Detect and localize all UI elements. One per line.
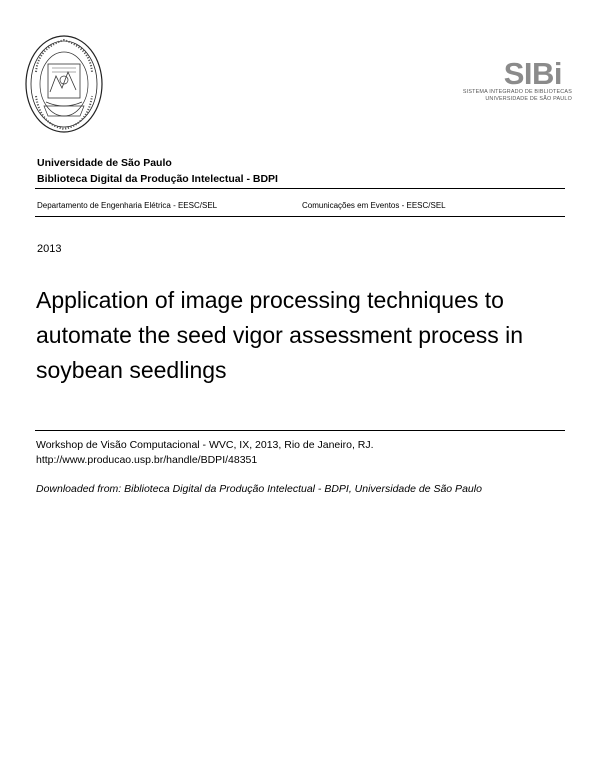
divider bbox=[35, 430, 565, 431]
sibi-caption-line2: UNIVERSIDADE DE SÃO PAULO bbox=[485, 96, 572, 102]
sibi-logo-mark: SIBi bbox=[503, 56, 562, 91]
collection-label: Comunicações em Eventos - EESC/SEL bbox=[302, 201, 446, 210]
publication-year: 2013 bbox=[37, 243, 62, 255]
divider bbox=[35, 216, 565, 217]
university-name: Universidade de São Paulo bbox=[37, 157, 172, 169]
usp-seal-logo bbox=[22, 32, 106, 136]
department-label: Departamento de Engenharia Elétrica - EESC/SEL bbox=[37, 201, 218, 210]
handle-link[interactable]: http://www.producao.usp.br/handle/BDPI/48351 bbox=[36, 454, 258, 466]
sibi-logo bbox=[462, 58, 572, 112]
citation-text: Workshop de Visão Computacional - WVC, IX, 2013, Rio de Janeiro, RJ. bbox=[36, 439, 374, 451]
institution-block bbox=[37, 155, 278, 187]
sibi-logo-caption bbox=[462, 89, 572, 103]
document-title: Application of image processing techniques to automate the seed vigor assessment process in soybean seedlings bbox=[36, 287, 524, 383]
library-name: Biblioteca Digital da Produção Intelectual - BDPI bbox=[37, 173, 278, 185]
downloaded-from-note: Downloaded from: Biblioteca Digital da Produção Intelectual - BDPI, Universidade de São Paulo bbox=[36, 483, 482, 495]
citation-block bbox=[36, 438, 374, 468]
sibi-caption-line1: SISTEMA INTEGRADO DE BIBLIOTECAS bbox=[462, 89, 572, 95]
divider bbox=[35, 188, 565, 189]
